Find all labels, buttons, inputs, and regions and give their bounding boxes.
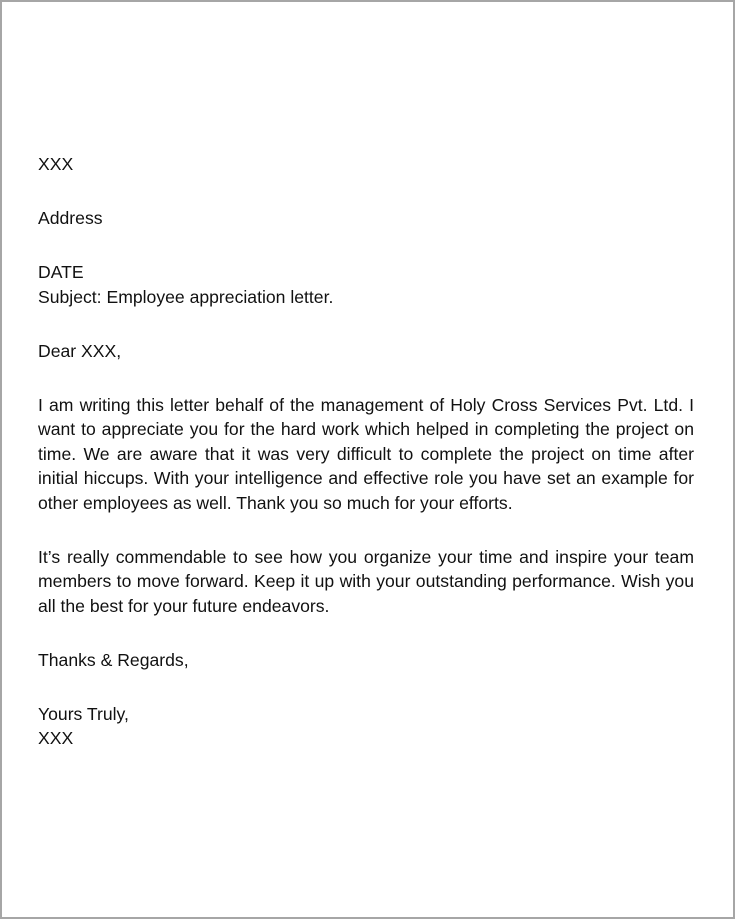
spacer — [38, 618, 694, 648]
salutation: Dear XXX, — [38, 340, 122, 361]
spacer — [38, 177, 694, 207]
letter-subject: Subject: Employee appreciation letter. — [38, 286, 334, 307]
recipient-address: Address — [38, 208, 103, 228]
spacer — [38, 363, 694, 393]
recipient-name: XXX — [38, 154, 74, 174]
letter-body — [38, 152, 694, 751]
spacer — [38, 231, 694, 261]
spacer — [38, 672, 694, 702]
closing: Thanks & Regards, — [38, 649, 189, 670]
sign-off: Yours Truly, — [38, 703, 129, 724]
body-paragraph-1: I am writing this letter behalf of the management of Holy Cross Services Pvt. Ltd. I want to appreciate you for the hard work which helped in completing the project on time. We are aware that it was very difficult to complete the project on time after initial hiccups. With your intelligence and effective role you have set an example for other employees as well. Thank you so much for your efforts. — [38, 394, 694, 513]
sender-name: XXX — [38, 728, 74, 748]
letter-date: DATE — [38, 262, 84, 282]
spacer — [38, 515, 694, 545]
body-paragraph-2: It’s really commendable to see how you organize your time and inspire your team members to move forward. Keep it up with your outstanding performance. Wish you all the best for your future endeavors. — [38, 546, 694, 616]
spacer — [38, 309, 694, 339]
